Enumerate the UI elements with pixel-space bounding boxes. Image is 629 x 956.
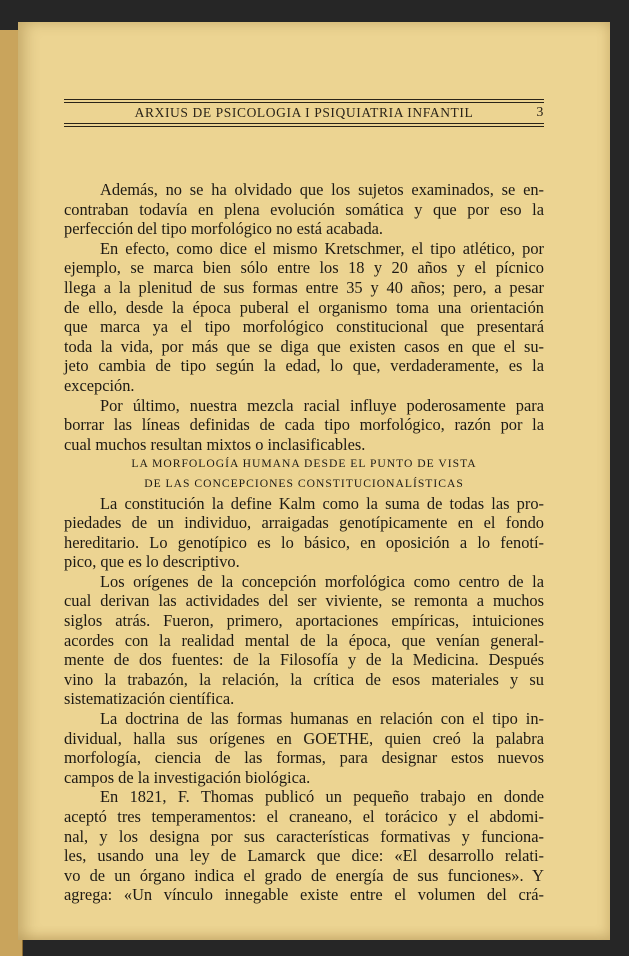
text-line: Además, no se ha olvidado que los sujetos examinados, se en- — [100, 180, 544, 199]
text-line: les, usando una ley de Lamarck que dice: «El desarrollo relati- — [64, 846, 544, 866]
text-line: vo de un órgano indica el grado de energía de sus funciones». Y — [64, 865, 544, 885]
text-line: hereditario. Lo genotípico es lo básico, en oposición a lo fenotí- — [64, 532, 544, 552]
text-line: En efecto, como dice el mismo Kretschmer, el tipo atlético, por — [100, 238, 544, 258]
text-line: En 1821, F. Thomas publicó un pequeño trabajo en donde — [100, 787, 544, 807]
text-line: agrega: «Un vínculo innegable existe entre el volumen del crá- — [64, 885, 544, 905]
paragraph — [64, 396, 544, 455]
paragraph — [64, 787, 544, 905]
text-line: jeto cambia de tipo según la edad, lo que, verdaderamente, es la — [64, 356, 544, 376]
paragraph — [64, 709, 544, 787]
section-heading-line-2: DE LAS CONCEPCIONES CONSTITUCIONALÍSTICAS — [144, 476, 464, 490]
text-line: cual derivan las actividades del ser viviente, se remonta a muchos — [64, 591, 544, 611]
paragraph — [64, 180, 544, 239]
text-line: La doctrina de las formas humanas en relación con el tipo in- — [100, 709, 544, 729]
text-line: contraban todavía en plena evolución somática y que por eso la — [64, 199, 544, 219]
paragraph — [64, 494, 544, 572]
text-line: perfección del tipo morfológico no está acabada. — [64, 219, 384, 239]
text-line: acordes con la realidad mental de la época, que venían general- — [64, 630, 544, 650]
header-rule-top — [64, 99, 544, 103]
text-line: toda la vida, por más que se diga que existen casos en que el su- — [64, 336, 544, 356]
text-line: campos de la investigación biológica. — [64, 767, 311, 787]
text-line: vino la trabazón, la relación, la crítica de esos materiales y su — [64, 669, 544, 689]
text-line: La constitución la define Kalm como la suma de todas las pro- — [100, 493, 544, 513]
text-line: Los orígenes de la concepción morfológica como centro de la — [100, 571, 544, 591]
journal-title: ARXIUS DE PSICOLOGIA I PSIQUIATRIA INFANTIL — [134, 105, 474, 120]
paragraph — [64, 572, 544, 709]
text-line: pico, que es lo descriptivo. — [64, 552, 240, 572]
section-heading-line-1: LA MORFOLOGÍA HUMANA DESDE EL PUNTO DE VISTA — [131, 457, 477, 471]
running-header — [64, 99, 544, 127]
text-line: morfología, ciencia de las formas, para designar estos nuevos — [64, 748, 544, 768]
text-line: ejemplo, se marca bien sólo entre los 18 y 20 años y el pícnico — [64, 258, 544, 278]
text-line: piedades de un individuo, arraigadas genotípicamente en el fondo — [64, 513, 544, 533]
paragraph — [64, 239, 544, 396]
text-line: siglos atrás. Fueron, primero, aportaciones empíricas, intuiciones — [64, 611, 544, 631]
text-line: de ello, desde la época puberal el organismo toma una orientación — [64, 297, 544, 317]
page-number: 3 — [536, 105, 544, 120]
text-line: mente de dos fuentes: de la Filosofía y de la Medicina. Después — [64, 650, 544, 670]
text-line: borrar las líneas definidas de cada tipo morfológico, razón por la — [64, 415, 544, 435]
text-line: aceptó tres temperamentos: el craneano, el torácico y el abdomi- — [64, 807, 544, 826]
text-line: que marca ya el tipo morfológico constitucional que presentará — [64, 317, 544, 337]
text-line: llega a la plenitud de sus formas entre 35 y 40 años; pero, a pesar — [64, 277, 544, 297]
header-rule-bottom — [64, 123, 544, 127]
text-line: cual muchos resultan mixtos o inclasificables. — [64, 434, 366, 454]
text-line: nal, y los designa por sus características formativas y funciona- — [64, 826, 544, 846]
text-line: sistematización científica. — [64, 689, 235, 709]
body-text — [64, 180, 544, 905]
text-line: excepción. — [64, 375, 135, 395]
text-line: dividual, halla sus orígenes en GOETHE, quien creó la palabra — [64, 728, 544, 748]
text-line: Por último, nuestra mezcla racial influye poderosamente para — [100, 395, 544, 415]
